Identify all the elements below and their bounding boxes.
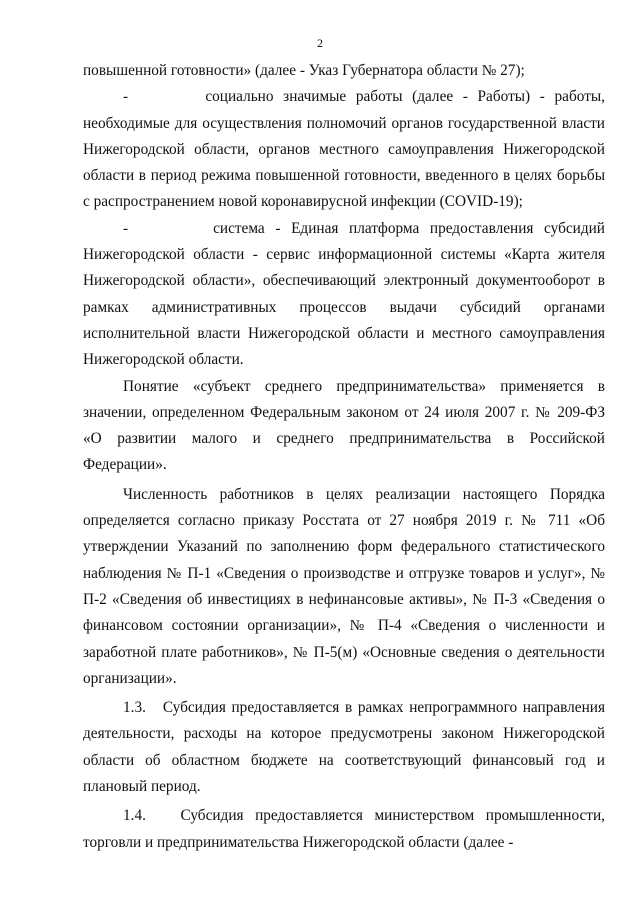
paragraph-1-3: 1.3. Субсидия предоставляется в рамках непрограммного направления деятельности, расходы на которое предусмотрены законом Нижегородской области об областном бюджете на соответствующий финансовый год и плановый период. (83, 699, 605, 796)
document-body (83, 58, 605, 856)
paragraph-definition-system: - система - Единая платформа предоставления субсидий Нижегородской области - сервис информационной системы «Карта жителя Нижегородской области», обеспечивающий электронный документооборот в рамках административных процессов выдачи субсидий органами исполнительной власти Нижегородской области и местного самоуправления Нижегородской области. (83, 219, 605, 369)
paragraph-continuation: повышенной готовности» (далее - Указ Губернатора области № 27); (83, 62, 525, 79)
page-number: 2 (317, 36, 323, 50)
paragraph-employee-count: Численность работников в целях реализации настоящего Порядка определяется согласно приказу Росстата от 27 ноября 2019 г. № 711 «Об утверждении Указаний по заполнению форм федерального статистического наблюдения № П-1 «Сведения о производстве и отгрузке товаров и услуг», № П-2 «Сведения об инвестициях в нефинансовые активы», № П-3 «Сведения о финансовом состоянии организации», № П-4 «Сведения о численности и заработной плате работников», № П-5(м) «Основные сведения о деятельности организации». (83, 485, 605, 687)
paragraph-definition-works: - социально значимые работы (далее - Работы) - работы, необходимые для осуществления полномочий органов государственной власти Нижегородской области, органов местного самоуправления Нижегородской области в период режима повышенной готовности, введенного в целях борьбы с распространением новой коронавирусной инфекции (COVID-19); (83, 88, 605, 211)
paragraph-1-4: 1.4. Субсидия предоставляется министерством промышленности, торговли и предпринимательства Нижегородской области (далее - (83, 807, 605, 851)
paragraph-medium-business: Понятие «субъект среднего предпринимательства» применяется в значении, определенном Федеральным законом от 24 июля 2007 г. № 209-ФЗ «О развитии малого и среднего предпринимательства в Российской Федерации». (83, 377, 605, 474)
